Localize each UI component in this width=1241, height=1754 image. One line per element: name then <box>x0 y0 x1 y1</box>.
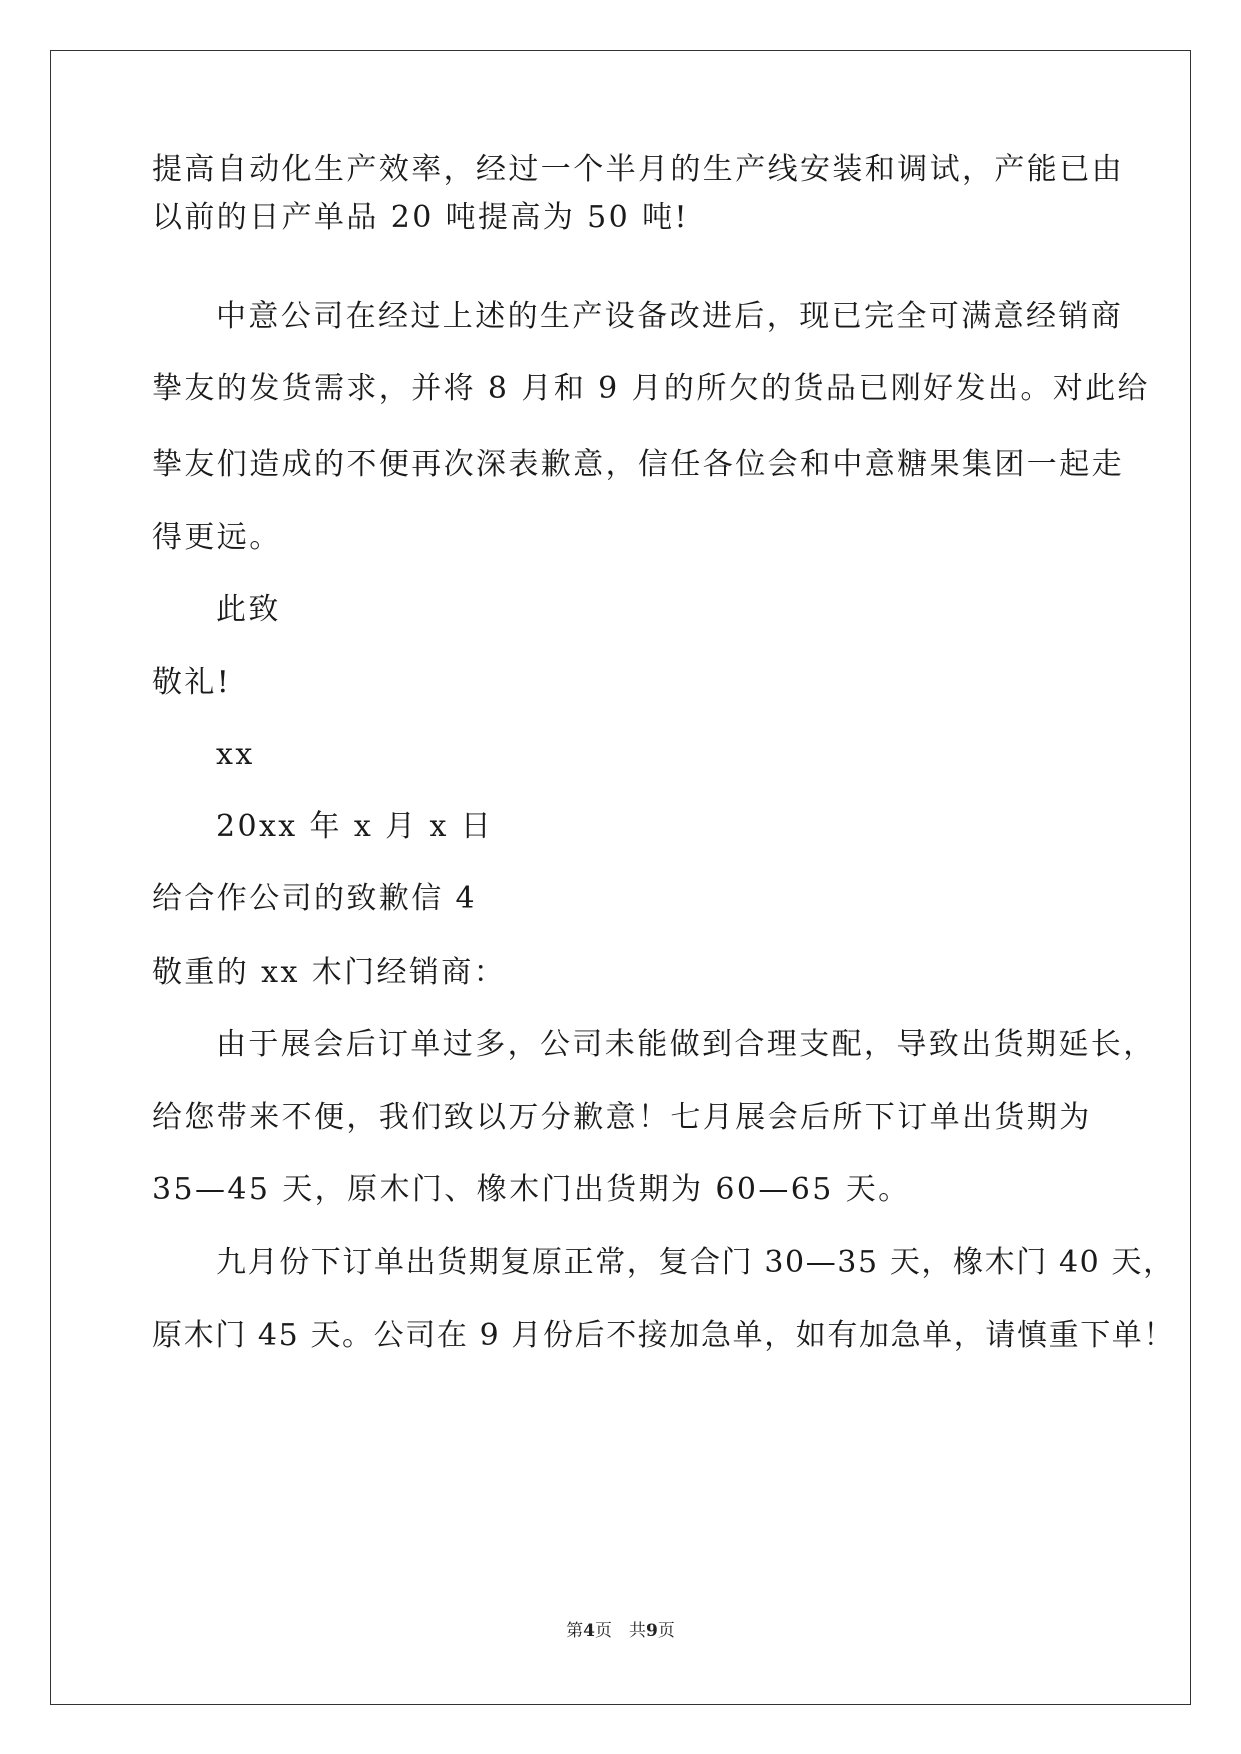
text-line: 挚友的发货需求，并将 8 月和 9 月的所欠的货品已刚好发出。对此给 <box>152 371 1150 406</box>
paragraph-start: 中意公司在经过上述的生产设备改进后，现已完全可满意经销商 <box>216 299 1124 334</box>
signature-date: 20xx 年 x 月 x 日 <box>216 809 494 844</box>
text-line: 提高自动化生产效率，经过一个半月的生产线安装和调试，产能已由 <box>152 152 1124 187</box>
text-line: 挚友们造成的不便再次深表歉意，信任各位会和中意糖果集团一起走 <box>152 447 1124 482</box>
text-line: 得更远。 <box>152 520 282 555</box>
section-title: 给合作公司的致歉信 4 <box>152 881 478 916</box>
footer-middle: 页 共 <box>595 1621 646 1641</box>
page-footer <box>0 1619 1241 1643</box>
signature-name: xx <box>216 737 255 772</box>
text-line: 以前的日产单品 20 吨提高为 50 吨! <box>152 200 689 235</box>
closing-salutation: 此致 <box>216 592 281 627</box>
paragraph-start: 九月份下订单出货期复原正常，复合门 30—35 天，橡木门 40 天， <box>216 1245 1175 1280</box>
footer-prefix: 第 <box>566 1621 584 1641</box>
text-line: 给您带来不便，我们致以万分歉意！七月展会后所下订单出货期为 <box>152 1100 1092 1135</box>
letter-greeting: 敬重的 xx 木门经销商： <box>152 955 507 990</box>
closing-regards: 敬礼! <box>152 665 232 700</box>
current-page-number: 4 <box>583 1621 595 1641</box>
footer-suffix: 页 <box>657 1621 675 1641</box>
paragraph-start: 由于展会后订单过多，公司未能做到合理支配，导致出货期延长， <box>216 1027 1156 1062</box>
text-line: 35—45 天，原木门、橡木门出货期为 60—65 天。 <box>152 1172 911 1207</box>
text-line: 原木门 45 天。公司在 9 月份后不接加急单，如有加急单，请慎重下单！ <box>152 1318 1176 1353</box>
total-page-number: 9 <box>646 1621 658 1641</box>
